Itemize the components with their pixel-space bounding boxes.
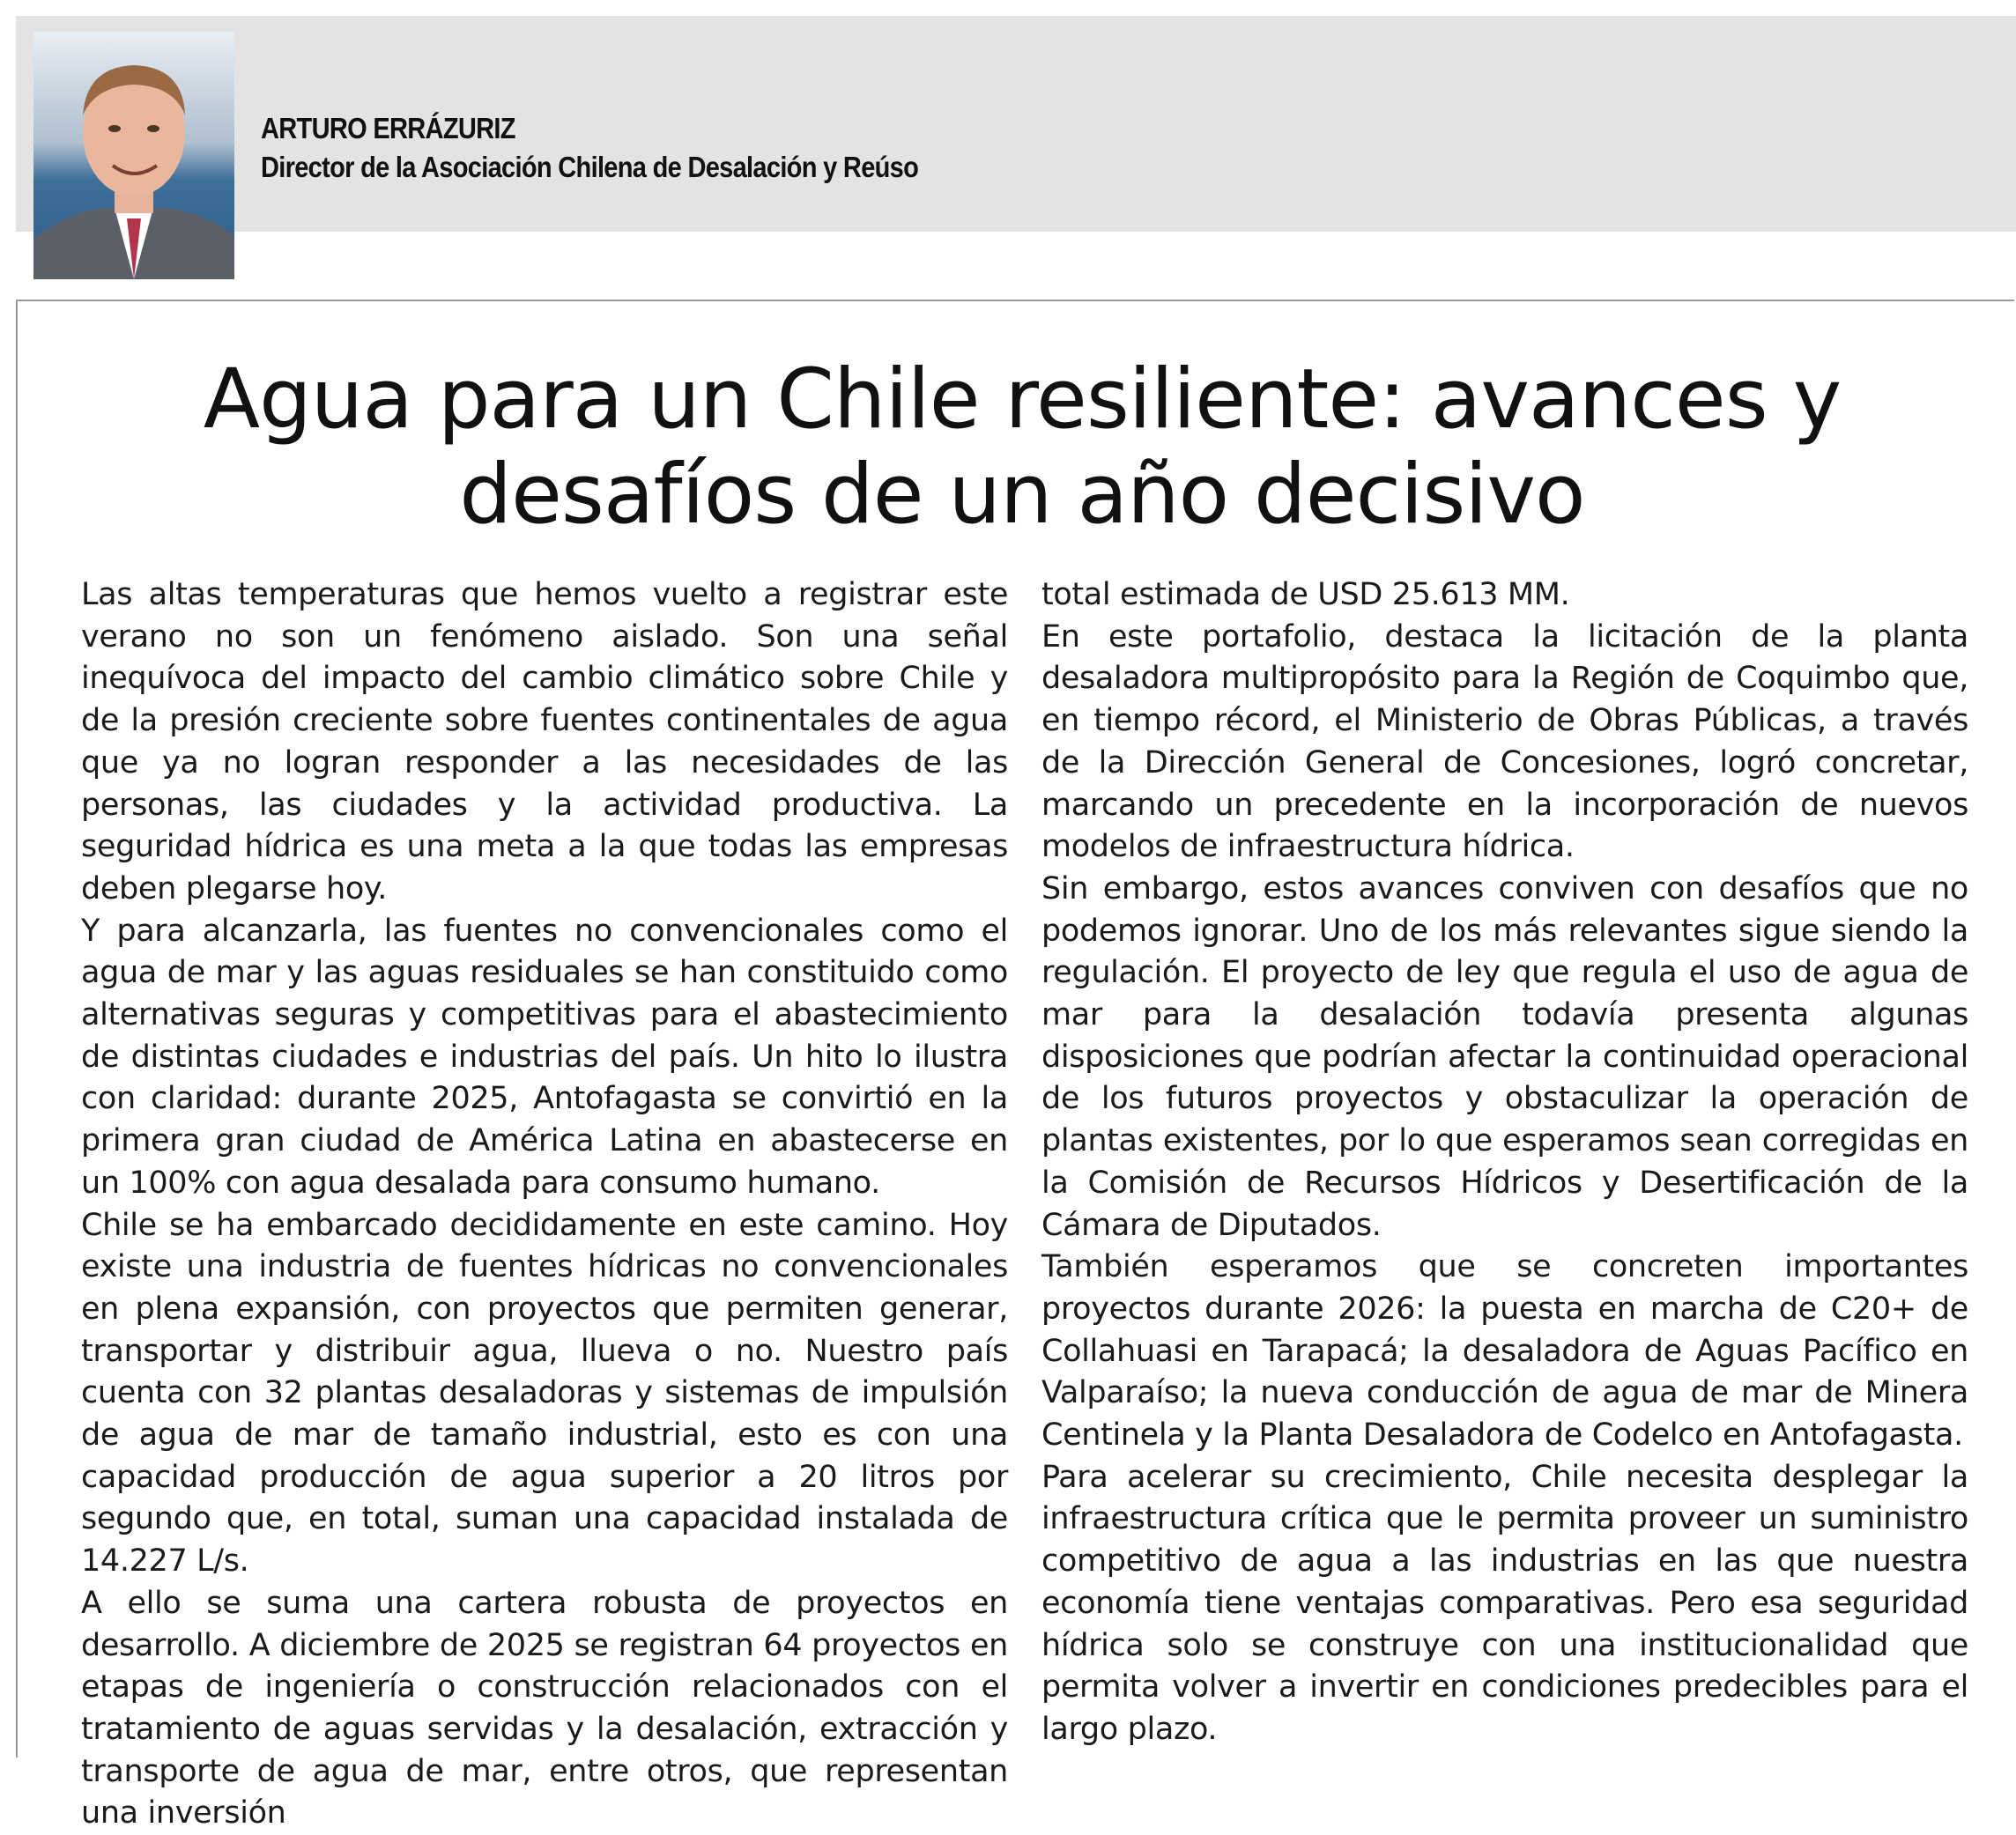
body-paragraph: A ello se suma una cartera robusta de proyectos en desarrollo. A diciembre de 2025 se registran 64 proyectos en etapas de ingeniería o construcción relacionados con el tratamiento de aguas servidas y la desalación, extracción y transporte de agua de mar, entre otros, que representan una inversión (81, 1585, 1008, 1831)
body-paragraph: total estimada de USD 25.613 MM. (1041, 577, 1570, 612)
body-column-left (81, 574, 1008, 1835)
body-paragraph: También esperamos que se concreten importantes proyectos durante 2026: la puesta en marcha de C20+ de Collahuasi en Tarapacá; la desaladora de Aguas Pacífico en Valparaíso; la nueva conducción de agua de mar de Minera Centinela y la Planta Desaladora de Codelco en Antofagasta. (1041, 1249, 1968, 1454)
body-paragraph: Las altas temperaturas que hemos vuelto a registrar este verano no son un fenómeno aislado. Son una señal inequívoca del impacto del cambio climático sobre Chile y de la presión creciente sobre fuentes continentales de agua que ya no logran responder a las necesidades de las personas, las ciudades y la actividad productiva. La seguridad hídrica es una meta a la que todas las empresas deben plegarse hoy. (81, 577, 1008, 906)
author-photo (33, 32, 234, 279)
author-name: ARTURO ERRÁZURIZ (261, 112, 515, 144)
body-paragraph: En este portafolio, destaca la licitación de la planta desaladora multipropósito para la Región de Coquimbo que, en tiempo récord, el Ministerio de Obras Públicas, a través de la Dirección General de Concesiones, logró concretar, marcando un precedente en la incorporación de nuevos modelos de infraestructura hídrica. (1041, 618, 1968, 865)
author-portrait-image (33, 32, 234, 279)
body-paragraph: Y para alcanzarla, las fuentes no convencionales como el agua de mar y las aguas residuales se han constituido como alternativas seguras y competitivas para el abastecimiento de distintas ciudades e industrias del país. Un hito lo ilustra con claridad: durante 2025, Antofagasta se convirtió en la primera gran ciudad de América Latina en abastecerse en un 100% con agua desalada para consumo humano. (81, 913, 1008, 1201)
body-paragraph: Chile se ha embarcado decididamente en este camino. Hoy existe una industria de fuentes hídricas no convencionales en plena expansión, con proyectos que permiten generar, transportar y distribuir agua, llueva o no. Nuestro país cuenta con 32 plantas desaladoras y sistemas de impulsión de agua de mar de tamaño industrial, esto es con una capacidad producción de agua superior a 20 litros por segundo que, en total, suman una capacidad instalada de 14.227 L/s. (81, 1207, 1008, 1580)
body-column-right (1041, 574, 1968, 1751)
body-paragraph: Sin embargo, estos avances conviven con desafíos que no podemos ignorar. Uno de los más relevantes sigue siendo la regulación. El proyecto de ley que regula el uso de agua de mar para la desalación todavía presenta algunas disposiciones que podrían afectar la continuidad operacional de los futuros proyectos y obstaculizar la operación de plantas existentes, por lo que esperamos sean corregidas en la Comisión de Recursos Hídricos y Desertificación de la Cámara de Diputados. (1041, 870, 1968, 1243)
article-headline: Agua para un Chile resiliente: avances y desafíos de un año decisivo (203, 351, 1842, 543)
author-role: Director de la Asociación Chilena de Desalación y Reúso (261, 151, 919, 183)
body-paragraph: Para acelerar su crecimiento, Chile necesita desplegar la infraestructura crítica que le permita proveer un suministro competitivo de agua a las industrias en las que nuestra economía tiene ventajas comparativas. Pero esa seguridad hídrica solo se construye con una institucionalidad que permita volver a invertir en condiciones predecibles para el largo plazo. (1041, 1459, 1968, 1747)
